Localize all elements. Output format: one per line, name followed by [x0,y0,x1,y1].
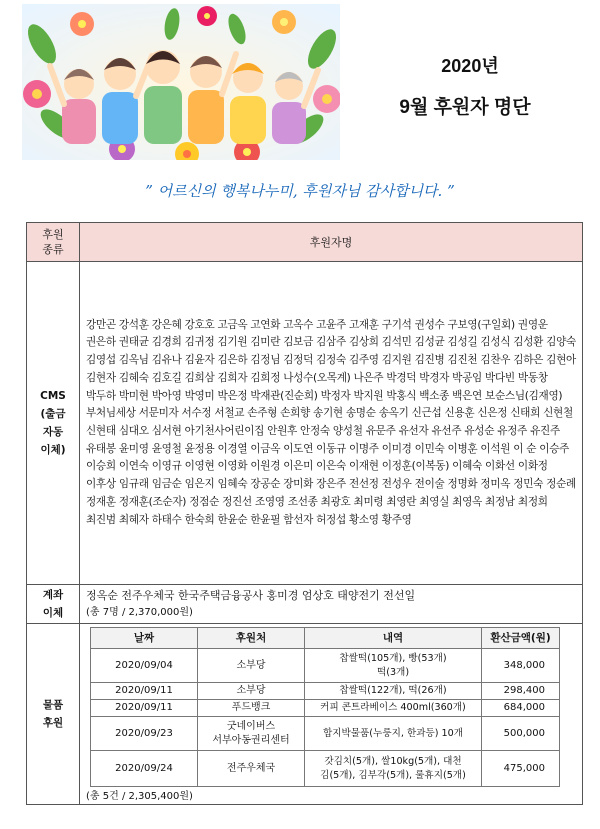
page-title: 9월 후원자 명단 [399,97,531,118]
cms-label: CMS (출금 자동 이체) [27,262,80,585]
goods-table [90,627,560,787]
goods-col-detail: 내역 [305,628,482,649]
goods-donor: 푸드뱅크 [198,700,305,717]
account-summary: (총 7명 / 2,370,000원) [86,607,193,618]
goods-date: 2020/09/04 [91,649,198,683]
goods-col-donor: 후원처 [198,628,305,649]
goods-col-date: 날짜 [91,628,198,649]
col-donor-names: 후원자명 [80,223,583,262]
goods-header-row [91,628,560,649]
goods-amount: 500,000 [482,717,560,751]
table-row [91,649,560,683]
goods-summary: (총 5건 / 2,305,400원) [86,791,193,802]
cms-donor-list: 강만곤 강석훈 강은혜 강호호 고금옥 고연화 고옥수 고윤주 고재훈 구기석 권성수 구보영(구일회) 권영운 권은하 권태균 김경희 김귀정 김기원 김미란 김보금 김삼주 김상희 김석민 김성균 김성길 김성식 김성환 김양숙 김영섭 김옥님 김유나 김윤자 김은하 김정님 김정덕 김정숙 김주영 김지원 김진병 김진천 김찬우 김하은 김현아 김현자 김혜숙 김호길 김희삼 김희자 김희정 나성수(오목계) 나은주 박경덕 박경자 박공임 박다빈 박동창 박두하 박미현 박아영 박영미 박은정 박재관(진순희) 박정자 박지원 박홍식 백소종 백은연 보순스님(김재영) 부처님세상 서문미자 서수정 서철교 손주형 손희향 송기현 송명순 송옥기 신근섭 신용훈 신은정 신태희 신현철 신현태 심대오 심서현 아기천사어린이집 안원후 안정숙 양성철 유문주 유선자 유선주 유성순 유정주 유진주 유태봉 윤미영 윤영철 윤정용 이경열 이금옥 이도연 이동규 이명주 이미경 이민숙 이병훈 이석원 이 순 이승주 이승희 이연숙 이영규 이영현 이영화 이원경 이은미 이은숙 이재현 이정훈(이복동) 이혜숙 이화선 이화정 이후상 임규래 임금순 임은지 임혜숙 장공순 장미화 장은주 전선정 전성우 전이술 정명화 정미옥 정민숙 정순례 정재훈 정재훈(조순자) 정점순 정진선 조영영 조선종 최광호 최미령 최영란 최영실 최영옥 최정남 최정희 최진범 최혜자 하태수 한숙희 한윤순 한윤필 함선자 허정섭 황소영 황주영 [80,262,583,585]
goods-detail: 갓김치(5개), 쌀10kg(5개), 대천 김(5개), 김부각(5개), 룰휴지(5개) [305,751,482,787]
goods-date: 2020/09/11 [91,683,198,700]
goods-donor: 전주우체국 [198,751,305,787]
cms-row [27,262,583,585]
goods-amount: 684,000 [482,700,560,717]
donor-table [26,222,583,805]
goods-donor: 소부당 [198,649,305,683]
goods-cell [80,624,583,805]
thank-you-slogan: ” 어르신의 행복나누미, 후원자님 감사합니다. ” [145,182,455,200]
goods-date: 2020/09/24 [91,751,198,787]
goods-amount: 298,400 [482,683,560,700]
header-illustration [22,4,340,160]
goods-detail: 찹쌀떡(105개), 빵(53개) 떡(3개) [305,649,482,683]
table-header-row [27,223,583,262]
goods-date: 2020/09/11 [91,700,198,717]
table-row [91,751,560,787]
goods-label: 물품 후원 [27,624,80,805]
goods-donor: 굿네이버스 서부아동권리센터 [198,717,305,751]
account-donor-list: 정옥순 전주우체국 한국주택금융공사 홍미경 엄상호 태양전기 전선일 [86,589,416,602]
account-transfer-cell [80,585,583,624]
account-transfer-label: 계좌 이체 [27,585,80,624]
table-row [91,717,560,751]
people-flowers-illustration [22,4,340,160]
goods-date: 2020/09/23 [91,717,198,751]
goods-detail: 찹쌀떡(122개), 떡(26개) [305,683,482,700]
header-year: 2020년 [441,56,499,76]
col-donation-type: 후원 종류 [27,223,80,262]
table-row [91,683,560,700]
account-transfer-row [27,585,583,624]
goods-detail: 합지박물품(누룽지, 한과등) 10개 [305,717,482,751]
goods-amount: 475,000 [482,751,560,787]
goods-detail: 커피 콘트라베이스 400ml(360개) [305,700,482,717]
goods-donor: 소부당 [198,683,305,700]
goods-col-amount: 환산금액(원) [482,628,560,649]
table-row [91,700,560,717]
goods-row [27,624,583,805]
goods-amount: 348,000 [482,649,560,683]
